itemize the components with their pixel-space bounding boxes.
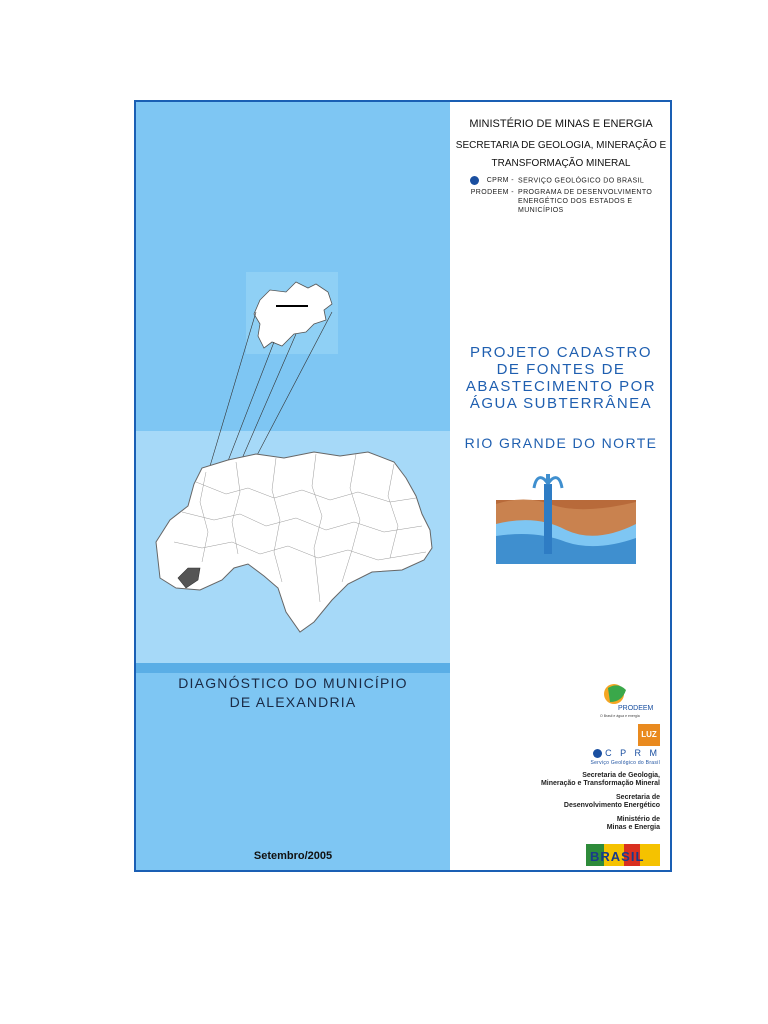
cprm-wordmark: C P R M xyxy=(605,748,660,758)
cprm-subtitle: Serviço Geológico do Brasil xyxy=(590,760,660,766)
prodeem-wordmark: PRODEEM xyxy=(618,705,654,712)
project-title-line: PROJETO CADASTRO xyxy=(469,344,653,361)
prodeem-tagline: O Brasil e água e energia xyxy=(600,714,640,718)
credit-line: Minas e Energia xyxy=(606,824,660,831)
credit-line: Desenvolvimento Energético xyxy=(563,802,660,809)
secretariat-line-1: SECRETARIA DE GEOLOGIA, MINERAÇÃO E xyxy=(455,140,667,151)
credit-line: Mineração e Transformação Mineral xyxy=(540,780,660,787)
luz-wordmark: LUZ xyxy=(641,730,657,739)
org-desc: SERVIÇO GEOLÓGICO DO BRASIL xyxy=(518,177,645,185)
state-name: RIO GRANDE DO NORTE xyxy=(464,435,658,451)
project-title-line: DE FONTES DE xyxy=(496,361,626,378)
diagnosis-title xyxy=(136,674,450,712)
secretariat-line-2: TRANSFORMAÇÃO MINERAL xyxy=(491,158,631,169)
brasil-government-logo xyxy=(586,840,660,870)
project-title xyxy=(452,344,670,412)
map-band-divider xyxy=(136,663,450,673)
org-desc: PROGRAMA DE DESENVOLVIMENTO ENERGÉTICO DOS ESTADOS E MUNICÍPIOS xyxy=(518,189,653,214)
cprm-logo-icon xyxy=(470,176,479,185)
diagnosis-line-2: DE ALEXANDRIA xyxy=(229,694,357,710)
org-key: PRODEEM - xyxy=(470,189,514,196)
credit-line: Secretaria de xyxy=(616,794,660,801)
credit-secretaria-energia xyxy=(564,794,660,810)
cprm-logo xyxy=(593,748,660,758)
prodeem-logo xyxy=(598,680,660,718)
project-title-line: ÁGUA SUBTERRÂNEA xyxy=(469,395,653,412)
right-panel xyxy=(452,102,670,870)
org-cprm xyxy=(470,176,644,185)
ministry-heading: MINISTÉRIO DE MINAS E ENERGIA xyxy=(469,118,653,130)
org-key: CPRM - xyxy=(486,177,514,185)
publication-date: Setembro/2005 xyxy=(253,850,333,862)
credit-line: Secretaria de Geologia, xyxy=(582,772,660,779)
state-outline xyxy=(156,452,432,632)
luz-logo xyxy=(638,724,660,746)
credit-ministerio xyxy=(607,816,660,832)
rio-grande-do-norte-map xyxy=(136,102,450,662)
org-prodeem xyxy=(470,188,660,215)
groundwater-well-illustration xyxy=(496,474,636,564)
project-title-line: ABASTECIMENTO POR xyxy=(465,378,657,395)
diagnosis-line-1: DIAGNÓSTICO DO MUNICÍPIO xyxy=(178,675,408,691)
credit-line: Ministério de xyxy=(616,816,660,823)
brasil-wordmark: BRASIL xyxy=(590,849,645,864)
report-cover xyxy=(134,100,672,872)
cprm-emblem-icon xyxy=(593,749,602,758)
credit-secretaria-geologia xyxy=(541,772,660,788)
left-panel xyxy=(136,102,450,870)
